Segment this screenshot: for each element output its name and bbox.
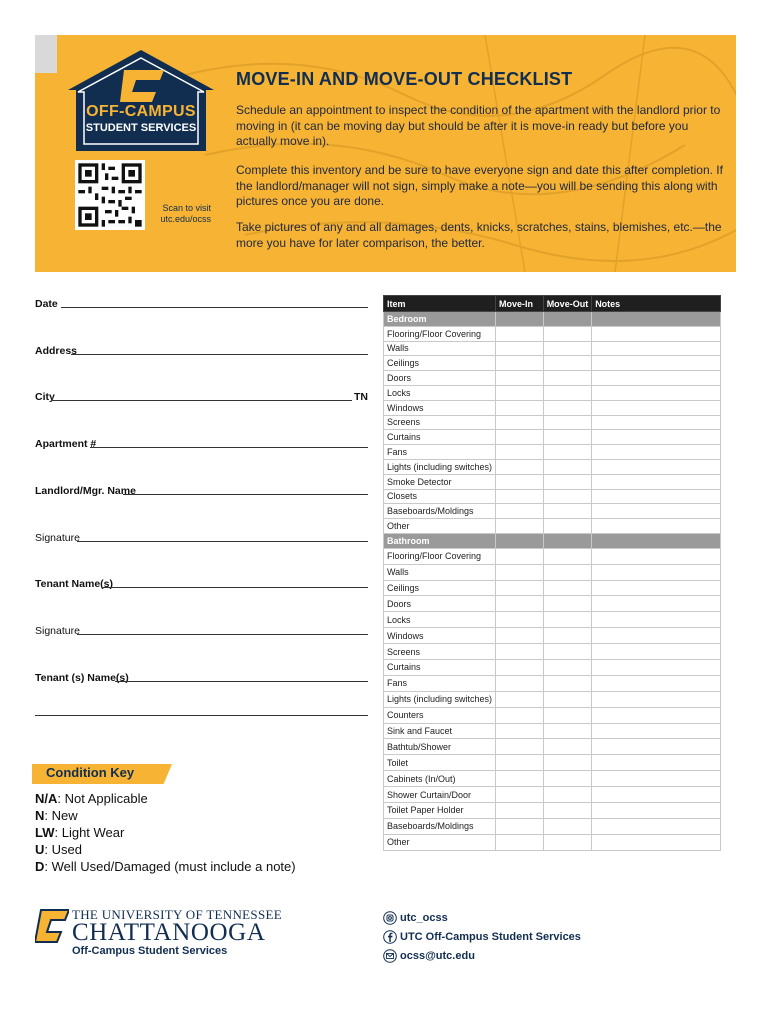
move-in-cell[interactable]: [496, 341, 544, 356]
condition-key-title: Condition Key: [46, 765, 135, 780]
landlord-line[interactable]: [123, 494, 368, 495]
move-in-cell[interactable]: [496, 659, 544, 675]
table-section-row: [384, 533, 721, 548]
move-out-cell[interactable]: [543, 445, 592, 460]
notes-cell[interactable]: [592, 445, 721, 460]
item-name: Flooring/Floor Covering: [384, 326, 496, 341]
notes-cell[interactable]: [592, 818, 721, 834]
table-row: [384, 723, 721, 739]
move-in-cell[interactable]: [496, 430, 544, 445]
move-out-cell[interactable]: [543, 803, 592, 819]
table-row: [384, 341, 721, 356]
apartment-field[interactable]: [35, 438, 368, 450]
move-in-cell[interactable]: [496, 628, 544, 644]
facebook-page: UTC Off-Campus Student Services: [400, 931, 581, 943]
move-in-cell[interactable]: [496, 675, 544, 691]
intro-paragraph-2: Complete this inventory and be sure to have everyone sign and date this after completion. If the landlord/manager will not sign, simply make a note—you will be sending this along with pictures once you are done.: [236, 163, 723, 208]
intro-paragraph-3: Take pictures of any and all damages, dents, knicks, scratches, stains, blemishes, etc.—the more you have for later comparison, the better.: [236, 220, 722, 250]
section-cell: [496, 533, 544, 548]
move-in-cell[interactable]: [496, 474, 544, 489]
col-header-move-out: Move-Out: [543, 296, 592, 312]
item-name: Fans: [384, 445, 496, 460]
instagram-link[interactable]: [383, 911, 448, 925]
notes-cell[interactable]: [592, 430, 721, 445]
move-out-cell[interactable]: [543, 371, 592, 386]
table-row: [384, 691, 721, 707]
item-name: Bathtub/Shower: [384, 739, 496, 755]
table-row: [384, 445, 721, 460]
signature-line-2[interactable]: [77, 634, 368, 635]
notes-cell[interactable]: [592, 707, 721, 723]
item-name: Screens: [384, 415, 496, 430]
notes-cell[interactable]: [592, 739, 721, 755]
checklist-table: [383, 295, 721, 851]
col-header-move-in: Move-In: [496, 296, 544, 312]
move-in-cell[interactable]: [496, 326, 544, 341]
item-name: Lights (including switches): [384, 459, 496, 474]
city-field[interactable]: [35, 391, 368, 403]
move-out-cell[interactable]: [543, 459, 592, 474]
move-in-cell[interactable]: [496, 371, 544, 386]
item-name: Baseboards/Moldings: [384, 504, 496, 519]
table-row: [384, 707, 721, 723]
item-name: Windows: [384, 628, 496, 644]
move-out-cell[interactable]: [543, 385, 592, 400]
date-line[interactable]: [61, 307, 368, 308]
notes-cell[interactable]: [592, 755, 721, 771]
move-out-cell[interactable]: [543, 580, 592, 596]
move-out-cell[interactable]: [543, 787, 592, 803]
section-cell: [496, 312, 544, 327]
date-label: Date: [35, 298, 58, 310]
condition-key-list: [35, 790, 296, 875]
move-out-cell[interactable]: [543, 755, 592, 771]
city-line[interactable]: [51, 400, 352, 401]
move-in-cell[interactable]: [496, 580, 544, 596]
instagram-icon: [383, 911, 397, 925]
move-out-cell[interactable]: [543, 834, 592, 850]
item-name: Toilet: [384, 755, 496, 771]
move-in-cell[interactable]: [496, 400, 544, 415]
notes-cell[interactable]: [592, 659, 721, 675]
move-out-cell[interactable]: [543, 659, 592, 675]
table-row: [384, 504, 721, 519]
item-name: Closets: [384, 489, 496, 504]
notes-cell[interactable]: [592, 356, 721, 371]
campus-name: CHATTANOOGA: [72, 919, 266, 946]
move-in-cell[interactable]: [496, 385, 544, 400]
scan-url[interactable]: utc.edu/ocss: [160, 214, 211, 224]
notes-cell[interactable]: [592, 504, 721, 519]
table-row: [384, 675, 721, 691]
table-row: [384, 818, 721, 834]
move-in-cell[interactable]: [496, 755, 544, 771]
item-name: Doors: [384, 596, 496, 612]
move-out-cell[interactable]: [543, 341, 592, 356]
table-row: [384, 548, 721, 564]
extra-name-line[interactable]: [35, 715, 368, 716]
move-out-cell[interactable]: [543, 818, 592, 834]
move-in-cell[interactable]: [496, 803, 544, 819]
table-row: [384, 459, 721, 474]
item-name: Walls: [384, 341, 496, 356]
item-name: Walls: [384, 564, 496, 580]
notes-cell[interactable]: [592, 834, 721, 850]
move-out-cell[interactable]: [543, 691, 592, 707]
table-row: [384, 834, 721, 850]
move-out-cell[interactable]: [543, 612, 592, 628]
notes-cell[interactable]: [592, 459, 721, 474]
item-name: Flooring/Floor Covering: [384, 548, 496, 564]
table-row: [384, 474, 721, 489]
address-line[interactable]: [71, 354, 368, 355]
move-out-cell[interactable]: [543, 707, 592, 723]
notes-cell[interactable]: [592, 564, 721, 580]
notes-cell[interactable]: [592, 803, 721, 819]
department-name: Off-Campus Student Services: [72, 945, 228, 957]
table-header-row: [384, 296, 721, 312]
email-address: ocss@utc.edu: [400, 950, 475, 962]
move-out-cell[interactable]: [543, 474, 592, 489]
item-name: Screens: [384, 644, 496, 660]
date-field[interactable]: [35, 298, 368, 310]
table-row: [384, 739, 721, 755]
item-name: Lights (including switches): [384, 691, 496, 707]
notes-cell[interactable]: [592, 341, 721, 356]
section-cell: [592, 533, 721, 548]
move-in-cell[interactable]: [496, 459, 544, 474]
notes-cell[interactable]: [592, 723, 721, 739]
table-row: [384, 326, 721, 341]
university-name: THE UNIVERSITY OF TENNESSEE: [72, 907, 282, 922]
item-name: Locks: [384, 612, 496, 628]
item-name: Curtains: [384, 430, 496, 445]
move-out-cell[interactable]: [543, 675, 592, 691]
col-header-notes: Notes: [592, 296, 721, 312]
intro-paragraph-1: Schedule an appointment to inspect the condition of the apartment with the landlord prior to moving in (it can be moving day but should be after it is move-in ready but before you actually move in).: [236, 103, 721, 148]
table-row: [384, 628, 721, 644]
item-name: Windows: [384, 400, 496, 415]
signature-field-1[interactable]: [35, 532, 368, 544]
notes-cell[interactable]: [592, 628, 721, 644]
move-out-cell[interactable]: [543, 519, 592, 534]
item-name: Ceilings: [384, 356, 496, 371]
table-row: [384, 644, 721, 660]
facebook-icon: [383, 930, 397, 944]
instagram-handle: utc_ocss: [400, 912, 448, 924]
move-in-cell[interactable]: [496, 564, 544, 580]
email-link[interactable]: [383, 949, 475, 963]
move-in-cell[interactable]: [496, 818, 544, 834]
move-out-cell[interactable]: [543, 628, 592, 644]
table-row: [384, 580, 721, 596]
move-out-cell[interactable]: [543, 400, 592, 415]
notes-cell[interactable]: [592, 644, 721, 660]
move-in-cell[interactable]: [496, 691, 544, 707]
table-section-row: [384, 312, 721, 327]
move-in-cell[interactable]: [496, 707, 544, 723]
notes-cell[interactable]: [592, 548, 721, 564]
move-in-cell[interactable]: [496, 519, 544, 534]
section-cell: [543, 533, 592, 548]
table-row: [384, 356, 721, 371]
section-label: Bathroom: [384, 533, 496, 548]
table-row: [384, 659, 721, 675]
notes-cell[interactable]: [592, 489, 721, 504]
move-in-cell[interactable]: [496, 415, 544, 430]
landlord-label: Landlord/Mgr. Name: [35, 485, 136, 497]
signature-line-1[interactable]: [77, 541, 368, 542]
apartment-label: Apartment #: [35, 438, 97, 450]
table-row: [384, 596, 721, 612]
scan-caption: [145, 203, 211, 225]
logo-title: OFF-CAMPUS: [86, 103, 196, 120]
table-row: [384, 803, 721, 819]
move-out-cell[interactable]: [543, 430, 592, 445]
tenant-names-field-2[interactable]: [35, 672, 368, 684]
page-title: MOVE-IN AND MOVE-OUT CHECKLIST: [236, 69, 573, 89]
condition-key-item: U: Used: [35, 842, 82, 857]
notes-cell[interactable]: [592, 400, 721, 415]
move-out-cell[interactable]: [543, 564, 592, 580]
table-row: [384, 564, 721, 580]
item-name: Shower Curtain/Door: [384, 787, 496, 803]
notes-cell[interactable]: [592, 580, 721, 596]
logo-subtitle: STUDENT SERVICES: [85, 122, 197, 134]
table-row: [384, 787, 721, 803]
move-out-cell[interactable]: [543, 723, 592, 739]
notes-cell[interactable]: [592, 596, 721, 612]
facebook-link[interactable]: [383, 930, 581, 944]
move-out-cell[interactable]: [543, 326, 592, 341]
email-icon: [383, 949, 397, 963]
item-name: Curtains: [384, 659, 496, 675]
notes-cell[interactable]: [592, 326, 721, 341]
col-header-item: Item: [384, 296, 496, 312]
table-row: [384, 771, 721, 787]
item-name: Locks: [384, 385, 496, 400]
move-in-cell[interactable]: [496, 739, 544, 755]
signature-label-1: Signature: [35, 532, 80, 544]
move-in-cell[interactable]: [496, 644, 544, 660]
section-cell: [543, 312, 592, 327]
notes-cell[interactable]: [592, 612, 721, 628]
table-row: [384, 371, 721, 386]
move-out-cell[interactable]: [543, 489, 592, 504]
item-name: Baseboards/Moldings: [384, 818, 496, 834]
move-in-cell[interactable]: [496, 445, 544, 460]
scan-line1: Scan to visit: [162, 203, 211, 213]
condition-key-item: N: New: [35, 808, 78, 823]
move-in-cell[interactable]: [496, 504, 544, 519]
table-row: [384, 400, 721, 415]
move-out-cell[interactable]: [543, 596, 592, 612]
section-cell: [592, 312, 721, 327]
item-name: Fans: [384, 675, 496, 691]
notes-cell[interactable]: [592, 675, 721, 691]
tenant-names-label-2: Tenant (s) Name(s): [35, 672, 129, 684]
item-name: Doors: [384, 371, 496, 386]
item-name: Toilet Paper Holder: [384, 803, 496, 819]
table-row: [384, 519, 721, 534]
state-label: TN: [354, 391, 368, 403]
item-name: Cabinets (In/Out): [384, 771, 496, 787]
notes-cell[interactable]: [592, 371, 721, 386]
city-label: City: [35, 391, 55, 403]
notes-cell[interactable]: [592, 691, 721, 707]
move-out-cell[interactable]: [543, 504, 592, 519]
move-out-cell[interactable]: [543, 356, 592, 371]
table-row: [384, 612, 721, 628]
move-in-cell[interactable]: [496, 834, 544, 850]
notes-cell[interactable]: [592, 519, 721, 534]
signature-field-2[interactable]: [35, 625, 368, 637]
address-label: Address: [35, 345, 78, 357]
table-row: [384, 489, 721, 504]
move-out-cell[interactable]: [543, 739, 592, 755]
landlord-field[interactable]: [35, 485, 368, 497]
condition-key-item: N/A: Not Applicable: [35, 791, 148, 806]
move-out-cell[interactable]: [543, 415, 592, 430]
move-in-cell[interactable]: [496, 356, 544, 371]
item-name: Counters: [384, 707, 496, 723]
corner-fold: [35, 35, 57, 73]
item-name: Ceilings: [384, 580, 496, 596]
apartment-line[interactable]: [90, 447, 368, 448]
address-field[interactable]: [35, 345, 368, 357]
tenant-names-field[interactable]: [35, 578, 368, 590]
section-label: Bedroom: [384, 312, 496, 327]
tenant-names-label: Tenant Name(s): [35, 578, 113, 590]
tenant-names-line-2[interactable]: [115, 681, 368, 682]
house-logo-icon: [66, 48, 216, 153]
table-row: [384, 755, 721, 771]
table-row: [384, 385, 721, 400]
move-in-cell[interactable]: [496, 771, 544, 787]
condition-key-item: LW: Light Wear: [35, 825, 125, 840]
notes-cell[interactable]: [592, 787, 721, 803]
move-in-cell[interactable]: [496, 787, 544, 803]
condition-key-item: D: Well Used/Damaged (must include a note): [35, 859, 296, 874]
table-row: [384, 430, 721, 445]
notes-cell[interactable]: [592, 771, 721, 787]
notes-cell[interactable]: [592, 415, 721, 430]
notes-cell[interactable]: [592, 474, 721, 489]
move-out-cell[interactable]: [543, 771, 592, 787]
item-name: Other: [384, 519, 496, 534]
move-in-cell[interactable]: [496, 489, 544, 504]
move-in-cell[interactable]: [496, 596, 544, 612]
notes-cell[interactable]: [592, 385, 721, 400]
item-name: Smoke Detector: [384, 474, 496, 489]
move-out-cell[interactable]: [543, 548, 592, 564]
move-out-cell[interactable]: [543, 644, 592, 660]
item-name: Sink and Faucet: [384, 723, 496, 739]
move-in-cell[interactable]: [496, 612, 544, 628]
move-in-cell[interactable]: [496, 723, 544, 739]
move-in-cell[interactable]: [496, 548, 544, 564]
utc-c-logo-icon: [35, 908, 69, 944]
tenant-names-line[interactable]: [103, 587, 368, 588]
table-row: [384, 415, 721, 430]
qr-code-icon[interactable]: [75, 160, 145, 230]
signature-label-2: Signature: [35, 625, 80, 637]
item-name: Other: [384, 834, 496, 850]
